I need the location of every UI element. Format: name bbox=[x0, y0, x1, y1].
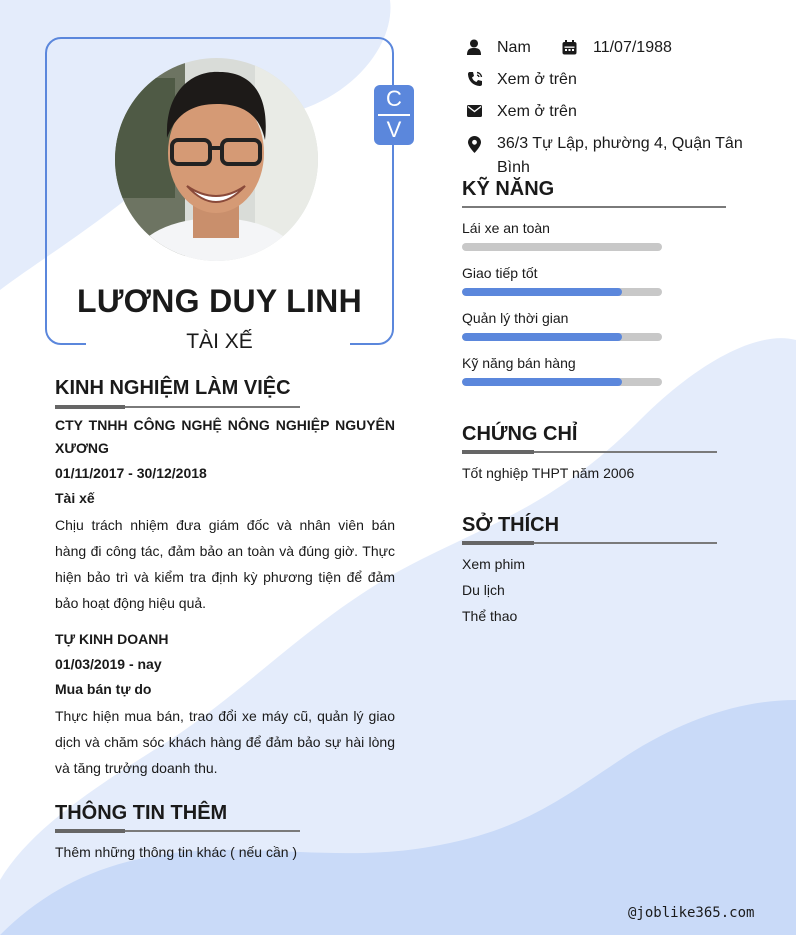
email-icon bbox=[467, 105, 482, 117]
phone-text: Xem ở trên bbox=[497, 71, 577, 88]
phone-icon bbox=[467, 71, 483, 87]
skill-bar-fill bbox=[462, 288, 622, 296]
skill-bar-fill bbox=[462, 333, 622, 341]
candidate-name: LƯƠNG DUY LINH bbox=[76, 283, 362, 319]
skill-label: Lái xe an toàn bbox=[462, 220, 550, 236]
hobbies-title: SỞ THÍCH bbox=[462, 514, 560, 536]
skill-bar-fill bbox=[462, 378, 622, 386]
job-position: Tài xế bbox=[55, 490, 95, 506]
job-description: Thực hiện mua bán, trao đổi xe máy cũ, quản lý giao dịch và chăm sóc khách hàng để đảm bảo sự hài lòng và tăng trưởng doanh thu. bbox=[55, 708, 395, 776]
skill-bar bbox=[462, 378, 662, 386]
job-description: Chịu trách nhiệm đưa giám đốc và nhân viên bán hàng đi công tác, đảm bảo an toàn và đúng giờ. Thực hiện bảo trì và kiểm tra định kỳ phương tiện để đảm bảo hoạt động hiệu quả. bbox=[55, 517, 395, 611]
skill-bar bbox=[462, 333, 662, 341]
skill-label: Giao tiếp tốt bbox=[462, 265, 538, 281]
job-entry-2 bbox=[55, 628, 395, 781]
skills-title: KỸ NĂNG bbox=[462, 178, 555, 200]
job-entry-1 bbox=[55, 414, 395, 616]
extra-text: Thêm những thông tin khác ( nếu cần ) bbox=[55, 844, 298, 860]
experience-rule bbox=[55, 406, 300, 408]
job-company: TỰ KINH DOANH bbox=[55, 631, 169, 647]
job-company: CTY TNHH CÔNG NGHỆ NÔNG NGHIỆP NGUYÊN XƯƠNG bbox=[55, 417, 395, 456]
hobby-item: Thể thao bbox=[462, 608, 518, 624]
gender-text: Nam bbox=[497, 39, 531, 56]
skill-bar bbox=[462, 288, 662, 296]
job-position: Mua bán tự do bbox=[55, 681, 152, 697]
certificate-item: Tốt nghiệp THPT năm 2006 bbox=[462, 465, 635, 481]
candidate-role: TÀI XẾ bbox=[186, 330, 253, 353]
hobbies-rule bbox=[462, 542, 717, 544]
job-date: 01/11/2017 - 30/12/2018 bbox=[55, 465, 207, 481]
skills-rule bbox=[462, 206, 726, 208]
certificates-title: CHỨNG CHỈ bbox=[462, 423, 578, 445]
calendar-icon bbox=[562, 40, 577, 55]
job-date: 01/03/2019 - nay bbox=[55, 656, 162, 672]
skill-label: Kỹ năng bán hàng bbox=[462, 355, 576, 371]
experience-title: KINH NGHIỆM LÀM VIỆC bbox=[55, 377, 291, 399]
hobby-item: Xem phim bbox=[462, 556, 526, 572]
hobby-item: Du lịch bbox=[462, 582, 505, 598]
footer-watermark: @joblike365.com bbox=[628, 905, 755, 921]
cv-badge bbox=[374, 85, 414, 145]
extra-rule bbox=[55, 830, 300, 832]
cv-badge-bottom: V bbox=[386, 117, 402, 142]
cv-badge-top: C bbox=[386, 86, 402, 111]
cv-badge-divider bbox=[378, 114, 410, 116]
profile-photo bbox=[115, 58, 318, 261]
birthday-text: 11/07/1988 bbox=[593, 39, 672, 56]
certificates-rule bbox=[462, 451, 717, 453]
email-text: Xem ở trên bbox=[497, 103, 577, 120]
skill-bar bbox=[462, 243, 662, 251]
location-icon bbox=[468, 136, 481, 153]
person-icon bbox=[467, 39, 481, 55]
address-text: 36/3 Tự Lập, phường 4, Quận Tân Bình bbox=[497, 135, 743, 176]
skill-label: Quản lý thời gian bbox=[462, 310, 569, 326]
extra-title: THÔNG TIN THÊM bbox=[55, 802, 228, 824]
